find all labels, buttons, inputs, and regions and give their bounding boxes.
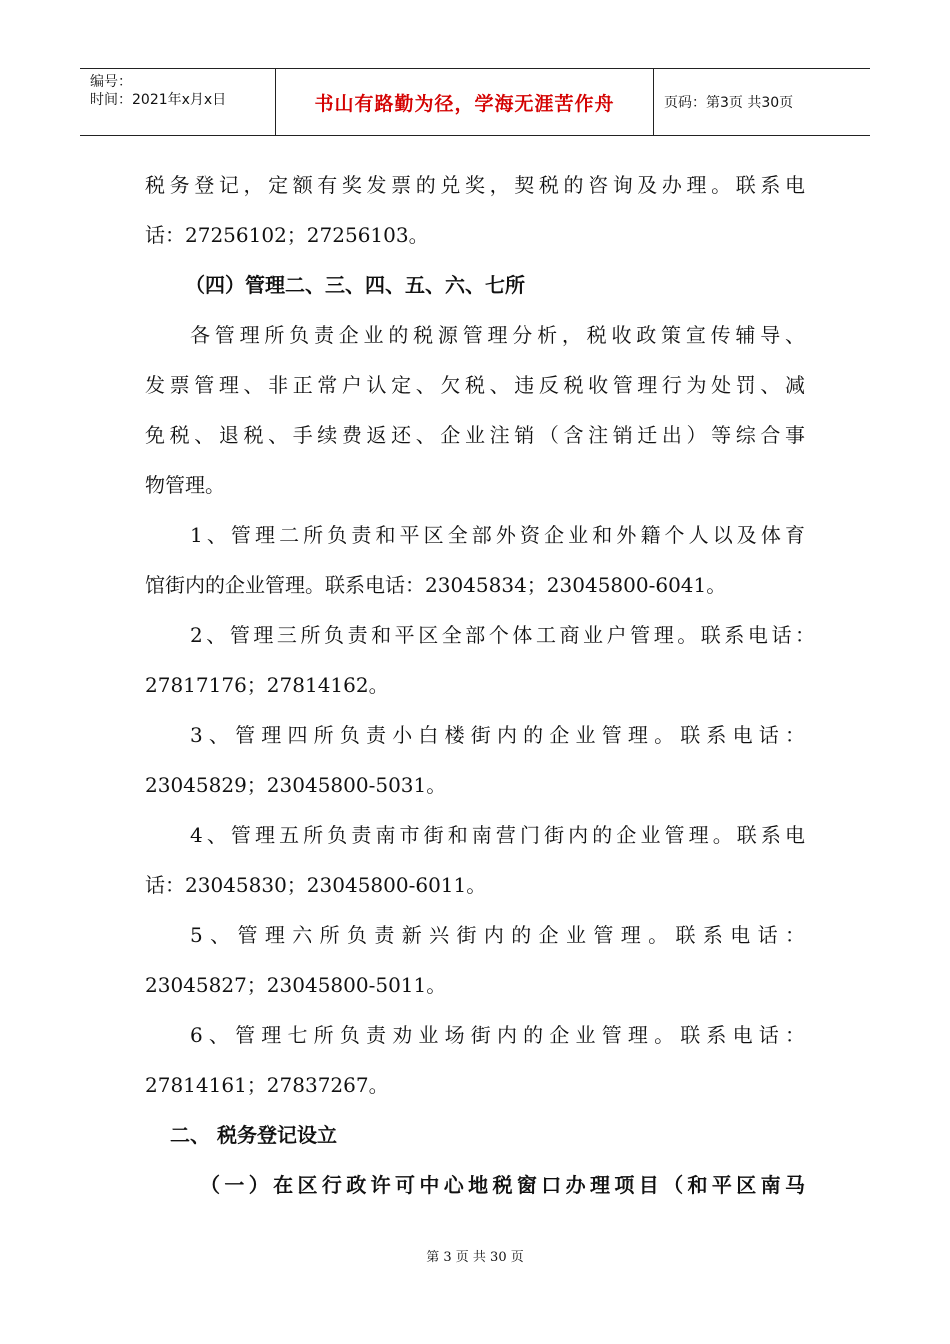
list-item-line: 馆街内的企业管理。联系电话：23045834；23045800-6041。 (145, 573, 727, 597)
header-page-info: 页码：第3页 共30页 (664, 95, 794, 111)
page-footer: 第 3 页 共 30 页 (426, 1250, 524, 1265)
list-item-line: 23045829；23045800-5031。 (145, 773, 447, 797)
document-time-label: 时间：2021年x月x日 (90, 92, 227, 108)
list-item-line: 23045827；23045800-5011。 (145, 973, 447, 997)
document-code-label: 编号： (90, 74, 132, 90)
list-item-line: 27817176；27814162。 (145, 673, 389, 697)
page-header (80, 68, 870, 136)
subsection-heading: （一）在区行政许可中心地税窗口办理项目（和平区南马 (200, 1173, 805, 1197)
paragraph-line: 话：27256102；27256103。 (145, 223, 429, 247)
list-item-line: 3、管理四所负责小白楼街内的企业管理。联系电话： (190, 723, 805, 747)
list-item-line: 6、管理七所负责劝业场街内的企业管理。联系电话： (190, 1023, 805, 1047)
paragraph-line: 免税、退税、手续费返还、企业注销（含注销迁出）等综合事 (145, 423, 805, 447)
paragraph-line: 发票管理、非正常户认定、欠税、违反税收管理行为处罚、减 (145, 373, 805, 397)
header-motto: 书山有路勤为径，学海无涯苦作舟 (276, 69, 654, 135)
list-item-line: 2、管理三所负责和平区全部个体工商业户管理。联系电话： (190, 623, 815, 647)
section-heading: （四）管理二、三、四、五、六、七所 (185, 273, 525, 297)
list-item-line: 27814161；27837267。 (145, 1073, 389, 1097)
paragraph-line: 各管理所负责企业的税源管理分析，税收政策宣传辅导、 (190, 323, 805, 347)
paragraph-line: 物管理。 (145, 473, 225, 497)
list-item-line: 5、管理六所负责新兴街内的企业管理。联系电话： (190, 923, 805, 947)
header-meta-cell (80, 69, 276, 135)
section-heading: 二、 税务登记设立 (170, 1123, 337, 1147)
list-item-line: 话：23045830；23045800-6011。 (145, 873, 487, 897)
list-item-line: 1、管理二所负责和平区全部外资企业和外籍个人以及体育 (190, 523, 805, 547)
paragraph-line: 税务登记，定额有奖发票的兑奖，契税的咨询及办理。联系电 (145, 173, 805, 197)
list-item-line: 4、管理五所负责南市街和南营门街内的企业管理。联系电 (190, 823, 805, 847)
